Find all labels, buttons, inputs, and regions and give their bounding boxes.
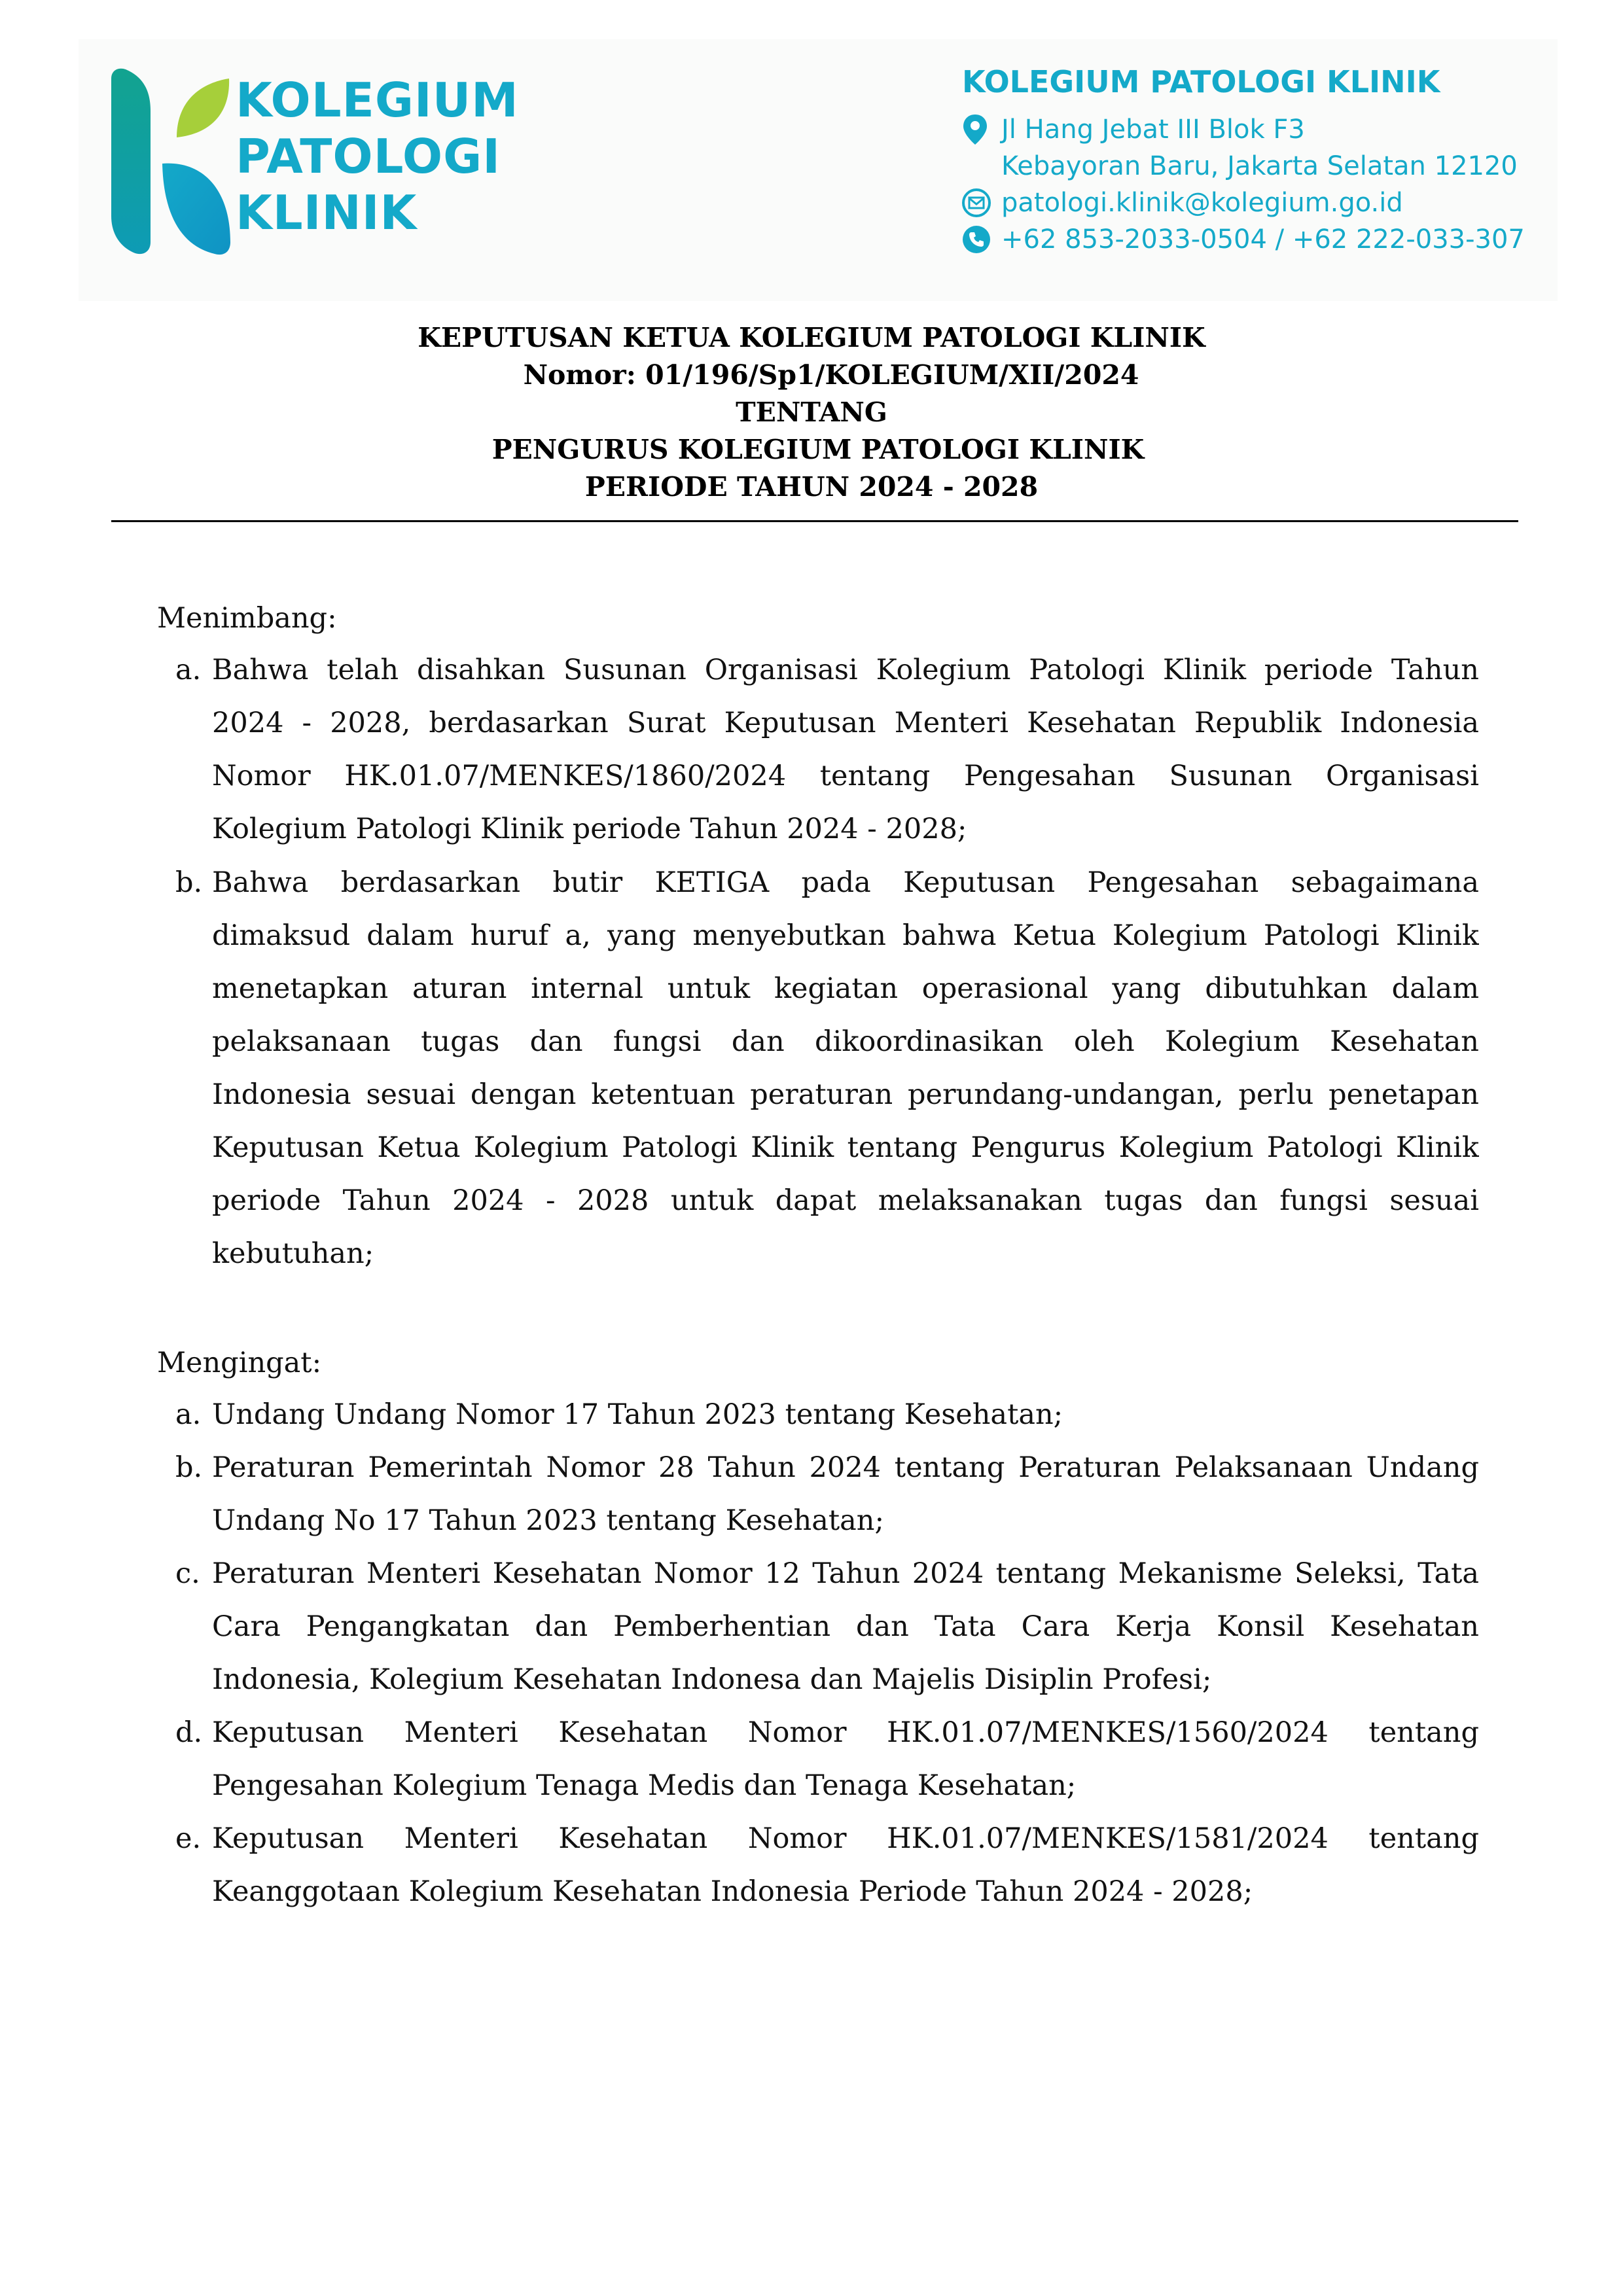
title-line-1: KEPUTUSAN KETUA KOLEGIUM PATOLOGI KLINIK bbox=[418, 322, 1205, 353]
list-marker: a. bbox=[175, 1398, 202, 1431]
text-line: kebutuhan; bbox=[212, 1237, 374, 1270]
text-line: dimaksud dalam huruf a, yang menyebutkan bahwa Ketua Kolegium Patologi Klinik bbox=[212, 919, 1479, 952]
email-row bbox=[962, 185, 1551, 221]
text-line: Undang No 17 Tahun 2023 tentang Kesehatan; bbox=[212, 1504, 884, 1537]
list-marker: c. bbox=[175, 1557, 200, 1590]
text-line: Nomor HK.01.07/MENKES/1860/2024 tentang Pengesahan Susunan Organisasi bbox=[212, 760, 1479, 792]
title-number: Nomor: 01/196/Sp1/KOLEGIUM/XII/2024 bbox=[523, 359, 1139, 391]
letterhead bbox=[79, 39, 1558, 301]
text-line: Bahwa berdasarkan butir KETIGA pada Keputusan Pengesahan sebagaimana bbox=[212, 866, 1479, 899]
text-line: Cara Pengangkatan dan Pemberhentian dan Tata Cara Kerja Konsil Kesehatan bbox=[212, 1610, 1479, 1643]
decree-title bbox=[105, 319, 1518, 506]
phone-row bbox=[962, 221, 1551, 258]
org-contact-block bbox=[962, 59, 1551, 258]
title-line-5: PERIODE TAHUN 2024 - 2028 bbox=[584, 471, 1039, 503]
list-marker: a. bbox=[175, 654, 202, 686]
text-line: Peraturan Menteri Kesehatan Nomor 12 Tahun 2024 tentang Mekanisme Seleksi, Tata bbox=[212, 1557, 1479, 1590]
org-name: KOLEGIUM PATOLOGI KLINIK bbox=[962, 64, 1440, 99]
text-line: Undang Undang Nomor 17 Tahun 2023 tentang Kesehatan; bbox=[212, 1398, 1063, 1431]
address-row bbox=[962, 111, 1551, 185]
title-line-3: TENTANG bbox=[736, 397, 887, 428]
logo-line-2: PATOLOGI bbox=[236, 129, 501, 184]
text-line: Bahwa telah disahkan Susunan Organisasi Kolegium Patologi Klinik periode Tahun bbox=[212, 654, 1479, 686]
email-icon bbox=[962, 185, 996, 221]
text-line: Indonesia sesuai dengan ketentuan peraturan perundang-undangan, perlu penetapan bbox=[212, 1078, 1479, 1111]
logo-line-3: KLINIK bbox=[236, 185, 418, 240]
text-line: Keputusan Menteri Kesehatan Nomor HK.01.07/MENKES/1581/2024 tentang bbox=[212, 1822, 1479, 1855]
phone-numbers: +62 853-2033-0504 / +62 222-033-307 bbox=[1001, 224, 1525, 255]
text-line: pelaksanaan tugas dan fungsi dan dikoordinasikan oleh Kolegium Kesehatan bbox=[212, 1025, 1479, 1058]
title-line-4: PENGURUS KOLEGIUM PATOLOGI KLINIK bbox=[491, 434, 1145, 465]
kolegium-logo-icon bbox=[105, 65, 236, 262]
text-line: menetapkan aturan internal untuk kegiatan operasional yang dibutuhkan dalam bbox=[212, 972, 1479, 1005]
text-line: Keanggotaan Kolegium Kesehatan Indonesia Periode Tahun 2024 - 2028; bbox=[212, 1875, 1253, 1908]
title-divider bbox=[111, 520, 1518, 522]
text-line: Indonesia, Kolegium Kesehatan Indonesa dan Majelis Disiplin Profesi; bbox=[212, 1663, 1212, 1696]
text-line: Pengesahan Kolegium Tenaga Medis dan Tenaga Kesehatan; bbox=[212, 1769, 1077, 1802]
email-address[interactable]: patologi.klinik@kolegium.go.id bbox=[1001, 188, 1403, 218]
list-marker: b. bbox=[175, 1451, 203, 1484]
text-line: Kolegium Patologi Klinik periode Tahun 2024 - 2028; bbox=[212, 813, 967, 845]
text-line: periode Tahun 2024 - 2028 untuk dapat melaksanakan tugas dan fungsi sesuai bbox=[212, 1184, 1479, 1217]
address-line-1: Jl Hang Jebat III Blok F3 bbox=[1001, 115, 1305, 145]
text-line: Peraturan Pemerintah Nomor 28 Tahun 2024 tentang Peraturan Pelaksanaan Undang bbox=[212, 1451, 1479, 1484]
logo-wordmark bbox=[236, 72, 519, 241]
logo-line-1: KOLEGIUM bbox=[236, 73, 519, 128]
text-line: Keputusan Ketua Kolegium Patologi Klinik tentang Pengurus Kolegium Patologi Klinik bbox=[212, 1131, 1479, 1164]
phone-icon bbox=[962, 221, 996, 258]
menimbang-label: Menimbang: bbox=[157, 602, 337, 635]
address-line-2: Kebayoran Baru, Jakarta Selatan 12120 bbox=[1001, 151, 1518, 181]
location-pin-icon bbox=[962, 111, 996, 148]
mengingat-label: Mengingat: bbox=[157, 1347, 322, 1379]
text-line: Keputusan Menteri Kesehatan Nomor HK.01.07/MENKES/1560/2024 tentang bbox=[212, 1716, 1479, 1749]
list-marker: b. bbox=[175, 866, 203, 899]
list-marker: e. bbox=[175, 1822, 202, 1855]
text-line: 2024 - 2028, berdasarkan Surat Keputusan Menteri Kesehatan Republik Indonesia bbox=[212, 707, 1479, 739]
list-marker: d. bbox=[175, 1716, 203, 1749]
